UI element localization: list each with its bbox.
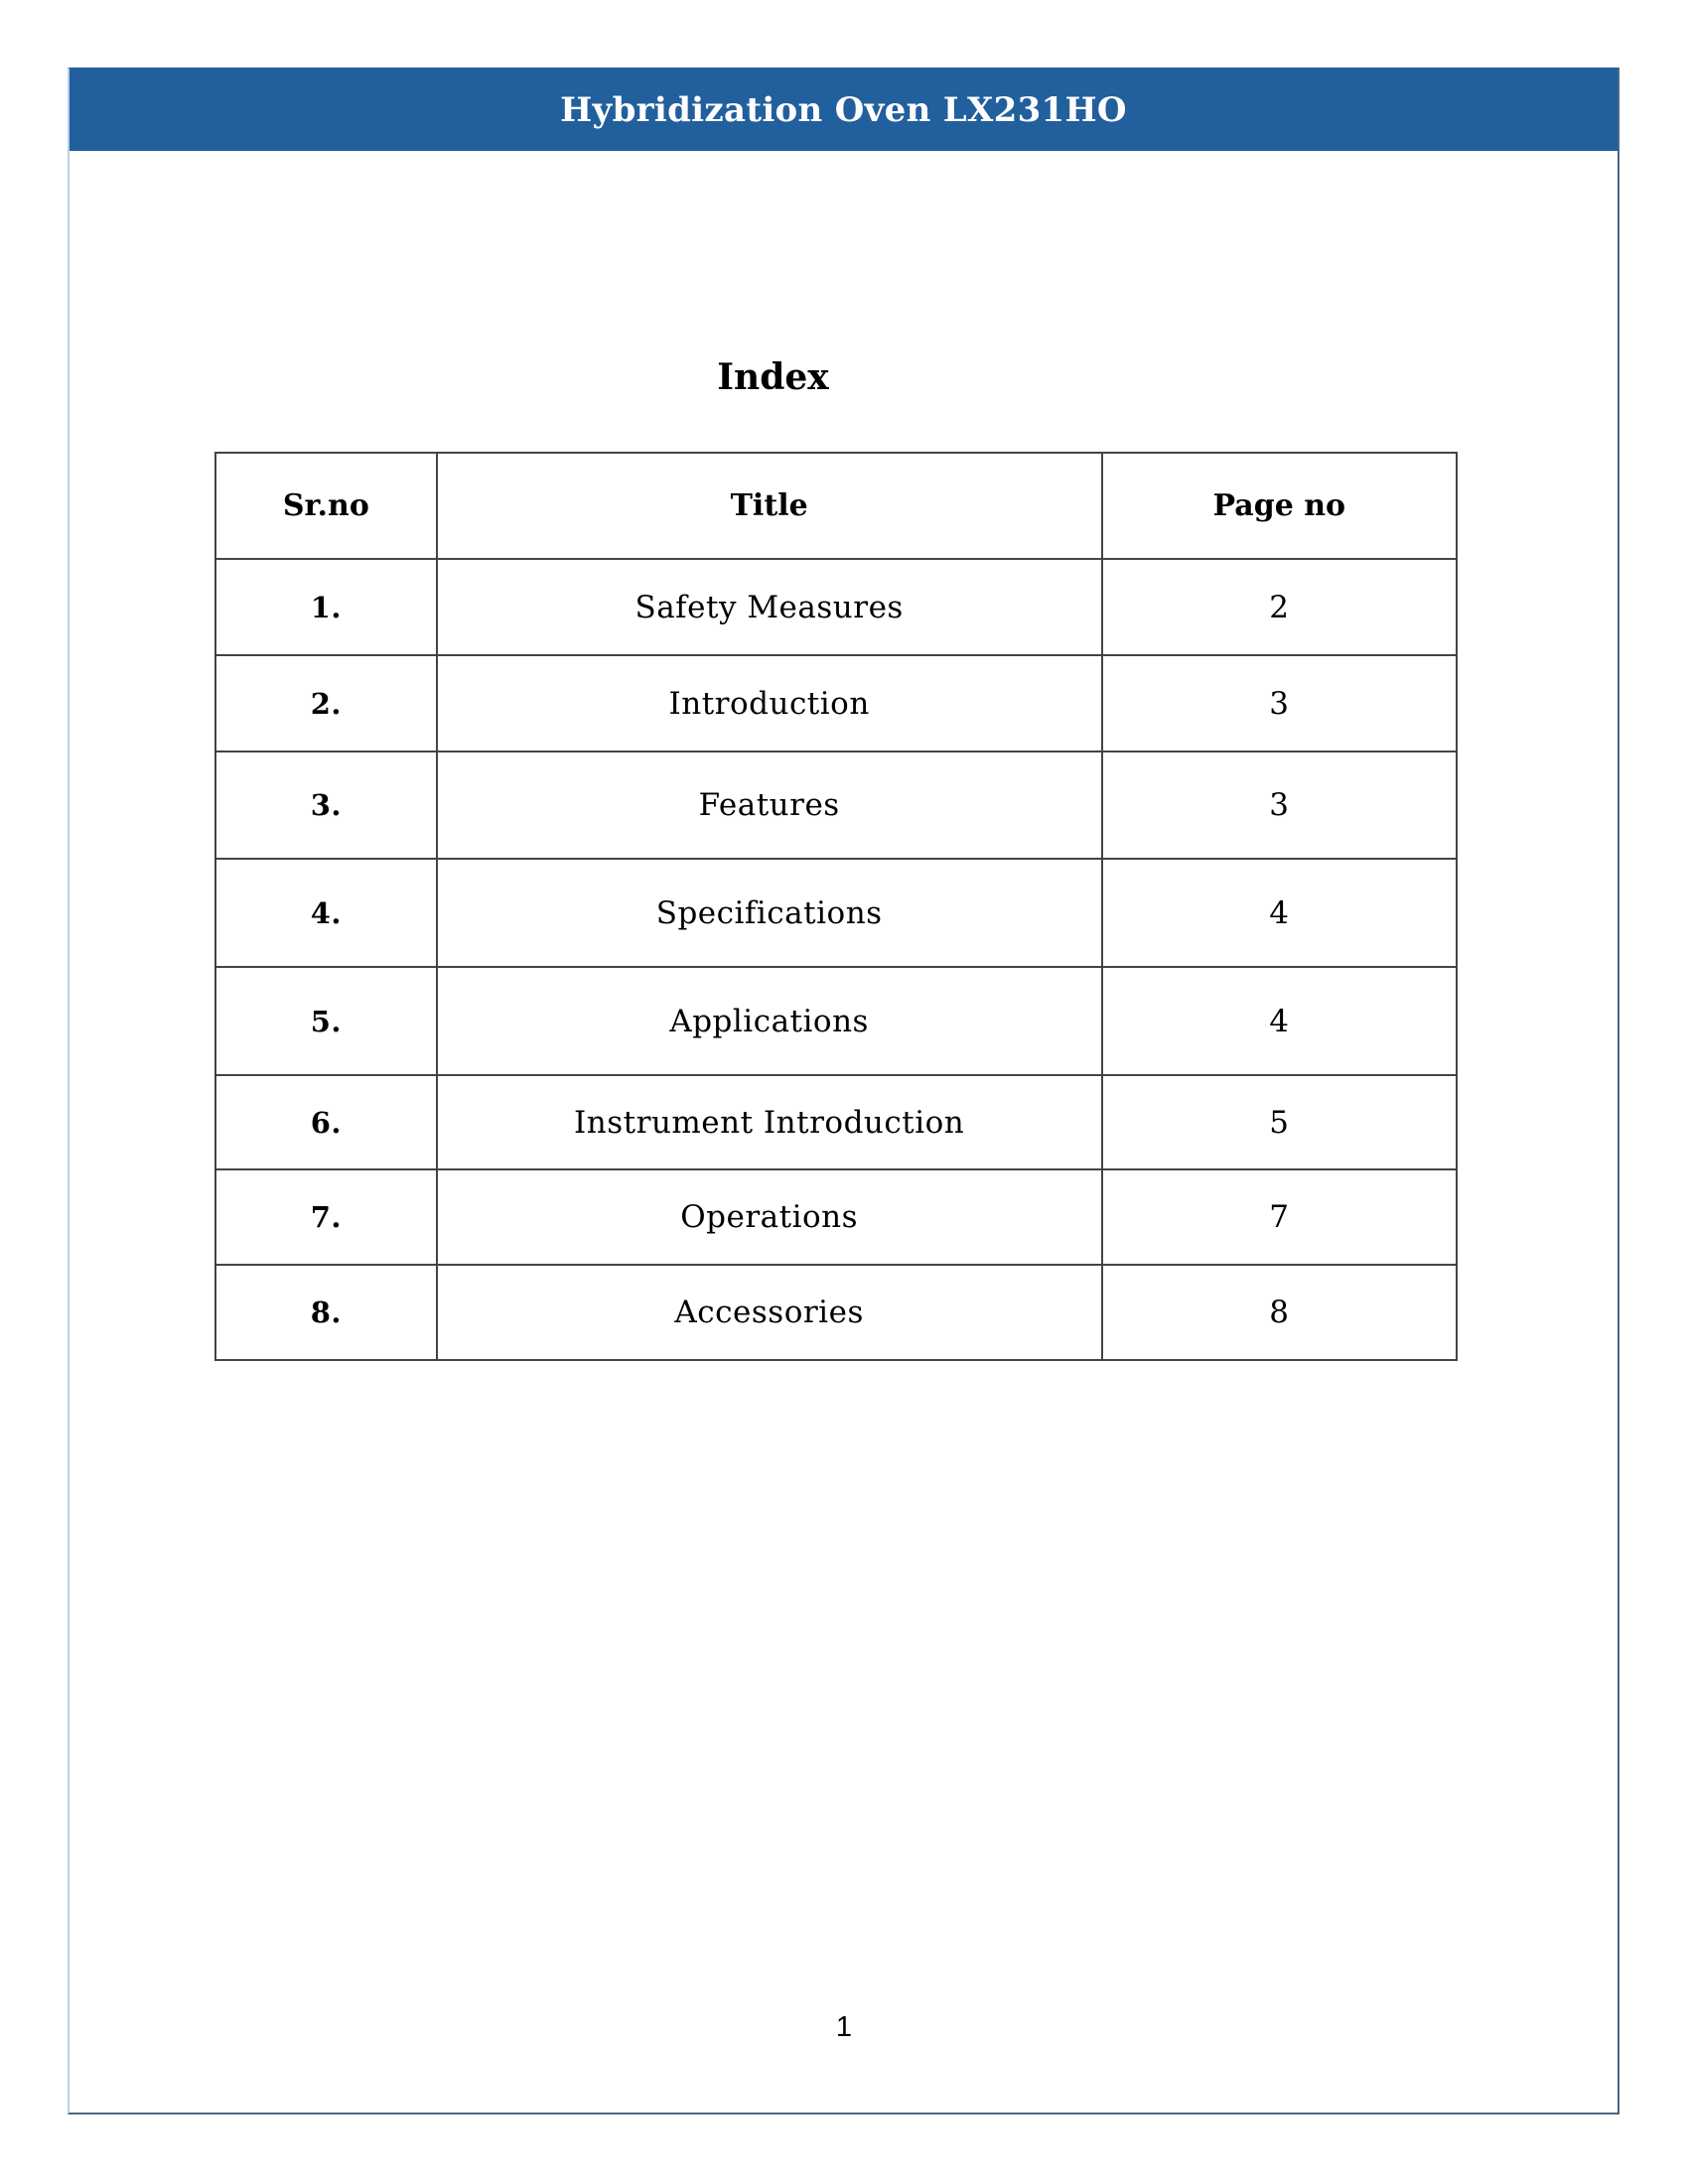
- table-row: [215, 1169, 1457, 1265]
- row-title: Operations: [437, 1169, 1102, 1265]
- row-title: Specifications: [437, 859, 1102, 967]
- index-heading: Index: [717, 356, 829, 398]
- row-page-no: 5: [1102, 1075, 1457, 1169]
- row-sr-no: 4.: [215, 859, 437, 967]
- page-number: 1: [835, 2011, 853, 2043]
- row-title: Introduction: [437, 655, 1102, 751]
- row-title: Features: [437, 751, 1102, 859]
- row-page-no: 3: [1102, 655, 1457, 751]
- table-header-row: [215, 453, 1457, 559]
- row-title: Accessories: [437, 1265, 1102, 1360]
- row-sr-no: 3.: [215, 751, 437, 859]
- row-page-no: 3: [1102, 751, 1457, 859]
- row-sr-no: 6.: [215, 1075, 437, 1169]
- index-table: [214, 452, 1458, 1361]
- table-row: [215, 655, 1457, 751]
- header-band: [70, 68, 1618, 151]
- row-title: Instrument Introduction: [437, 1075, 1102, 1169]
- row-sr-no: 5.: [215, 967, 437, 1075]
- document-title: Hybridization Oven LX231HO: [560, 89, 1127, 130]
- row-title: Safety Measures: [437, 559, 1102, 655]
- row-sr-no: 7.: [215, 1169, 437, 1265]
- column-header-page-no: Page no: [1102, 453, 1457, 559]
- row-title: Applications: [437, 967, 1102, 1075]
- table-row: [215, 967, 1457, 1075]
- row-page-no: 7: [1102, 1169, 1457, 1265]
- table-row: [215, 751, 1457, 859]
- row-sr-no: 8.: [215, 1265, 437, 1360]
- row-page-no: 4: [1102, 859, 1457, 967]
- table-row: [215, 559, 1457, 655]
- row-page-no: 2: [1102, 559, 1457, 655]
- column-header-sr-no: Sr.no: [215, 453, 437, 559]
- row-sr-no: 2.: [215, 655, 437, 751]
- row-page-no: 4: [1102, 967, 1457, 1075]
- row-page-no: 8: [1102, 1265, 1457, 1360]
- table-row: [215, 1265, 1457, 1360]
- table-row: [215, 859, 1457, 967]
- table-row: [215, 1075, 1457, 1169]
- row-sr-no: 1.: [215, 559, 437, 655]
- column-header-title: Title: [437, 453, 1102, 559]
